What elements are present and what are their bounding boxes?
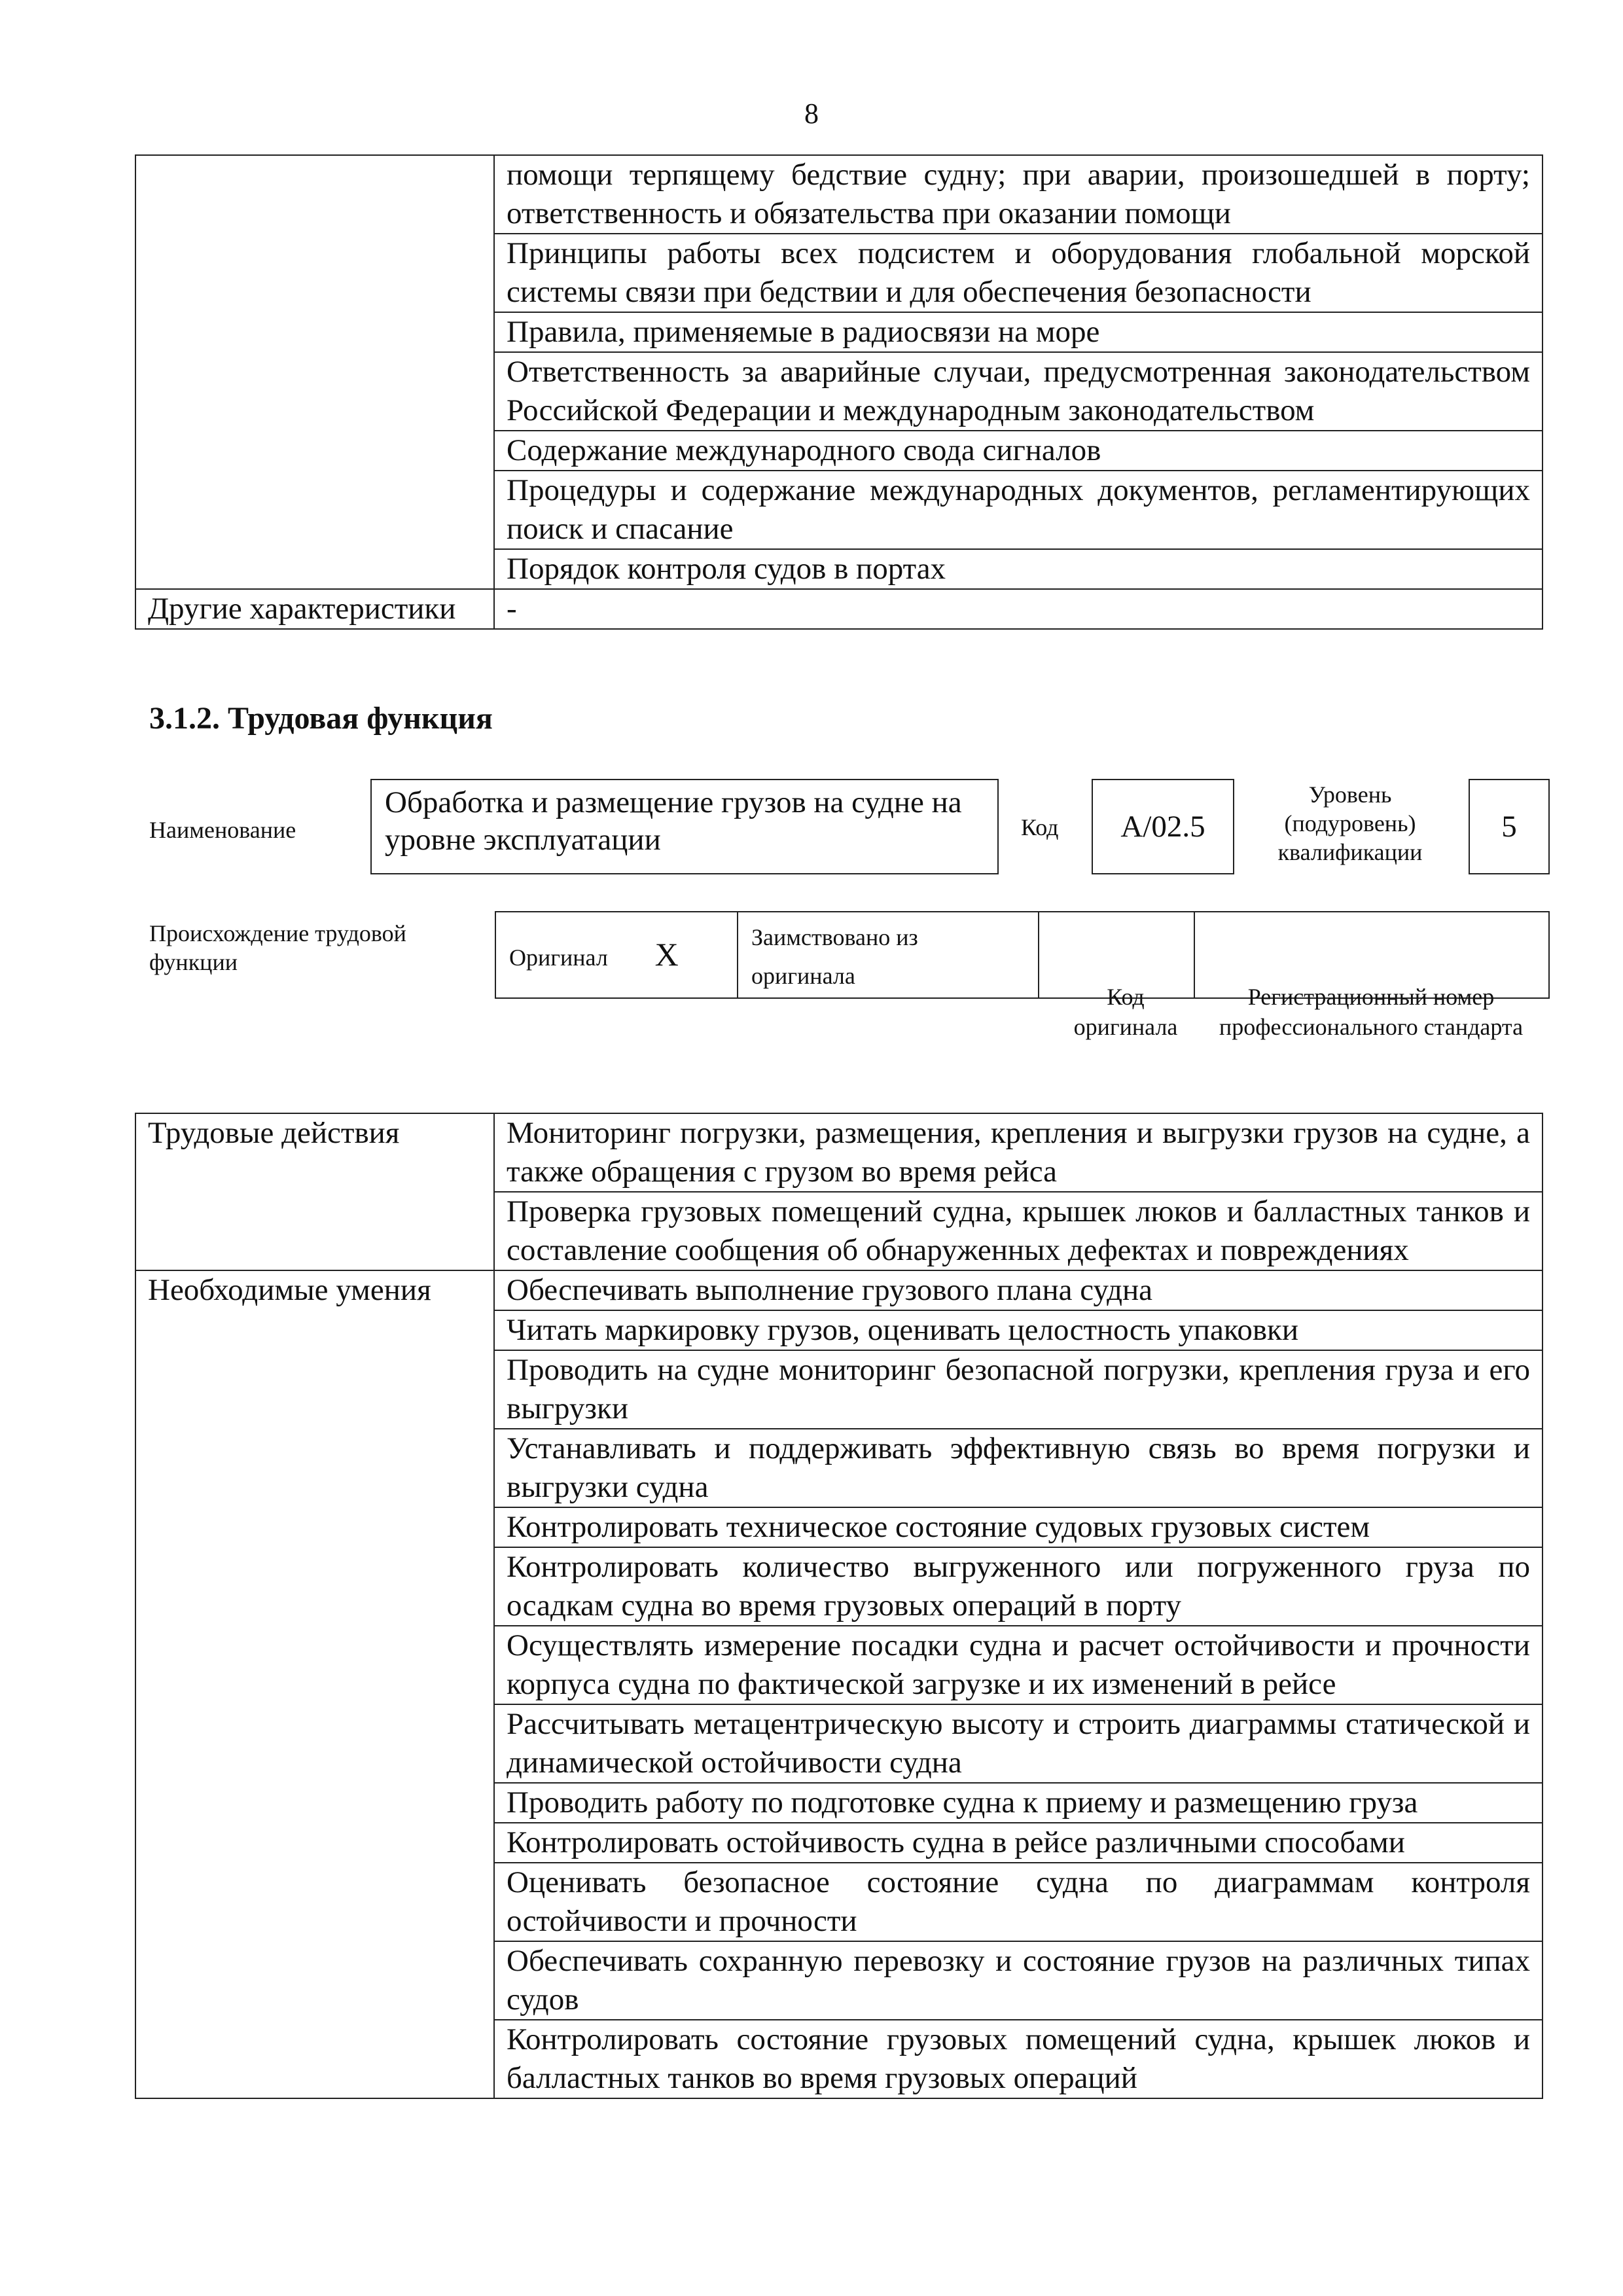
code-value: A/02.5 <box>1120 810 1205 844</box>
skill-row: Контролировать техническое состояние судовых грузовых систем <box>494 1507 1543 1547</box>
other-characteristics-value: - <box>494 589 1543 629</box>
action-row: Проверка грузовых помещений судна, крышек люков и балластных танков и составление сообщения об обнаруженных дефектах и повреждениях <box>494 1192 1543 1270</box>
skill-row: Обеспечивать сохранную перевозку и состояние грузов на различных типах судов <box>494 1941 1543 2020</box>
code-caption: Код оригинала <box>1073 984 1178 1040</box>
top-table <box>135 154 1543 630</box>
name-value-box <box>370 779 999 874</box>
top-table-row: Принципы работы всех подсистем и оборудования глобальной морской системы связи при бедствии и для обеспечения безопасности <box>494 234 1543 312</box>
origin-label: Происхождение трудовой функции <box>149 920 406 975</box>
level-label: Уровень (подуровень) квалификации <box>1277 781 1423 865</box>
level-value-box <box>1469 779 1550 874</box>
level-value: 5 <box>1501 810 1517 844</box>
main-table <box>135 1113 1543 2099</box>
top-table-row: Ответственность за аварийные случаи, предусмотренная законодательством Российской Федерации и международным законодательством <box>494 352 1543 431</box>
name-label: Наименование <box>149 817 296 843</box>
borrowed-label: Заимствовано из оригинала <box>751 924 918 989</box>
original-label: Оригинал <box>509 944 608 971</box>
top-table-row: Содержание международного свода сигналов <box>494 431 1543 471</box>
skill-row: Осуществлять измерение посадки судна и расчет остойчивости и прочности корпуса судна по фактической загрузке и их изменений в рейсе <box>494 1626 1543 1704</box>
original-cell <box>495 912 738 998</box>
borrowed-cell <box>738 912 1039 998</box>
top-table-row: Порядок контроля судов в портах <box>494 549 1543 589</box>
skill-row: Рассчитывать метацентрическую высоту и строить диаграммы статической и динамической остойчивости судна <box>494 1704 1543 1783</box>
skill-row: Контролировать количество выгруженного или погруженного груза по осадкам судна во время грузовых операций в порту <box>494 1547 1543 1626</box>
page-number: 8 <box>804 98 819 130</box>
top-table-row: помощи терпящему бедствие судну; при аварии, произошедшей в порту; ответственность и обязательства при оказании помощи <box>494 155 1543 234</box>
code-value-box <box>1092 779 1234 874</box>
skill-row: Контролировать остойчивость судна в рейсе различными способами <box>494 1823 1543 1863</box>
action-row: Мониторинг погрузки, размещения, крепления и выгрузки грузов на судне, а также обращения с грузом во время рейса <box>494 1113 1543 1192</box>
original-mark: X <box>654 935 679 973</box>
skill-row: Оценивать безопасное состояние судна по диаграммам контроля остойчивости и прочности <box>494 1863 1543 1941</box>
top-table-row: Процедуры и содержание международных документов, регламентирующих поиск и спасание <box>494 471 1543 549</box>
reg-caption: Регистрационный номер профессионального стандарта <box>1219 984 1524 1040</box>
top-table-empty-label <box>135 155 494 589</box>
skill-row: Проводить на судне мониторинг безопасной погрузки, крепления груза и его выгрузки <box>494 1350 1543 1429</box>
actions-label: Трудовые действия <box>135 1113 494 1270</box>
skill-row: Контролировать состояние грузовых помещений судна, крышек люков и балластных танков во время грузовых операций <box>494 2020 1543 2098</box>
other-characteristics-label: Другие характеристики <box>135 589 494 629</box>
skills-label: Необходимые умения <box>135 1270 494 2098</box>
skill-row: Устанавливать и поддерживать эффективную связь во время погрузки и выгрузки судна <box>494 1429 1543 1507</box>
name-value: Обработка и размещение грузов на судне на уровне эксплуатации <box>385 785 962 857</box>
skill-row: Проводить работу по подготовке судна к приему и размещению груза <box>494 1783 1543 1823</box>
top-table-row: Правила, применяемые в радиосвязи на море <box>494 312 1543 352</box>
code-label: Код <box>1021 814 1059 840</box>
skill-row: Читать маркировку грузов, оценивать целостность упаковки <box>494 1310 1543 1350</box>
skill-row: Обеспечивать выполнение грузового плана судна <box>494 1270 1543 1310</box>
section-title: 3.1.2. Трудовая функция <box>149 701 493 736</box>
